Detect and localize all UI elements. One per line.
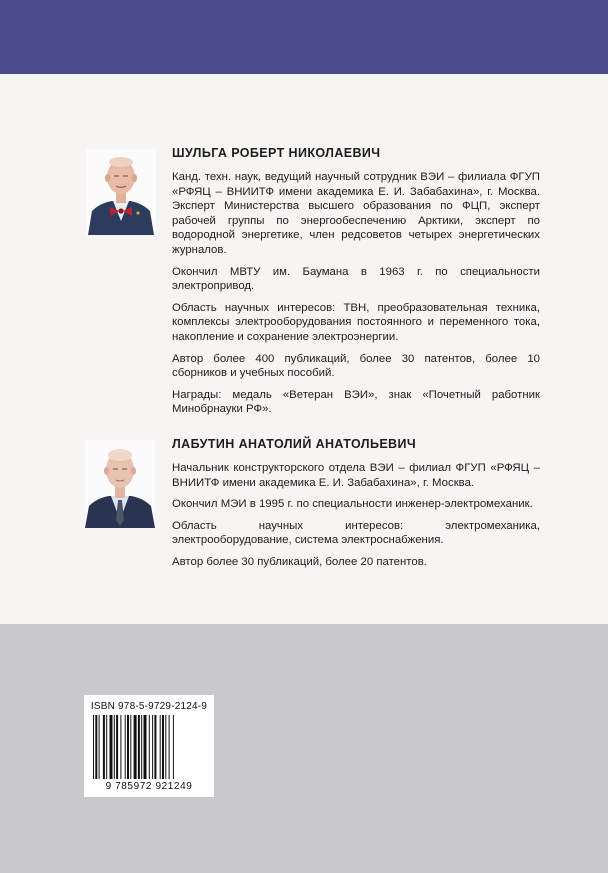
bio-paragraph: Окончил МЭИ в 1995 г. по специальности инженер-электромеханик. — [172, 498, 533, 511]
barcode — [93, 715, 205, 779]
author-photo-shulga — [86, 149, 156, 235]
bio-paragraph: Автор более 400 публикаций, более 30 патентов, более 10 сборников и учебных пособий. — [172, 352, 540, 380]
bio-paragraph: Автор более 30 публикаций, более 20 патентов. — [172, 555, 427, 568]
bio-paragraph: Начальник конструкторского отдела ВЭИ – филиал ФГУП «РФЯЦ – ВНИИТФ имени академика Е. И. Забабахина», г. Москва. — [172, 462, 540, 489]
author-name: ШУЛЬГА РОБЕРТ НИКОЛАЕВИЧ — [172, 146, 381, 160]
cover-top-band — [0, 0, 608, 74]
author-name: ЛАБУТИН АНАТОЛИЙ АНАТОЛЬЕВИЧ — [172, 437, 417, 451]
author-bio-shulga — [172, 146, 540, 424]
bio-paragraph: Окончил МВТУ им. Баумана в 1963 г. по специальности электропривод. — [172, 265, 540, 293]
bio-paragraph: Область научных интересов: электромеханика, электрооборудование, система электроснабжения. — [172, 519, 540, 547]
author-bio-labutin — [172, 437, 540, 577]
bio-paragraph: Область научных интересов: ТВН, преобразовательная техника, комплексы электрооборудования постоянного и переменного тока, накопление и сохранение электроэнергии. — [172, 301, 540, 343]
author-photo-labutin — [85, 440, 155, 528]
barcode-digits: 9 785972 921249 — [105, 781, 193, 792]
isbn-barcode-box — [84, 695, 214, 797]
isbn-label: ISBN 978-5-9729-2124-9 — [90, 701, 208, 712]
bio-paragraph: Канд. техн. наук, ведущий научный сотрудник ВЭИ – филиала ФГУП «РФЯЦ – ВНИИТФ имени академика Е. И. Забабахина», г. Москва. Эксперт Министерства высшего образования по ФЦП, эксперт рабочей группы по энергообеспечению Арктики, эксперт по водородной энергетике, член редсоветов четырех энергетических журналов. — [172, 171, 540, 256]
bio-paragraph: Награды: медаль «Ветеран ВЭИ», знак «Почетный работник Минобрнауки РФ». — [172, 388, 540, 416]
